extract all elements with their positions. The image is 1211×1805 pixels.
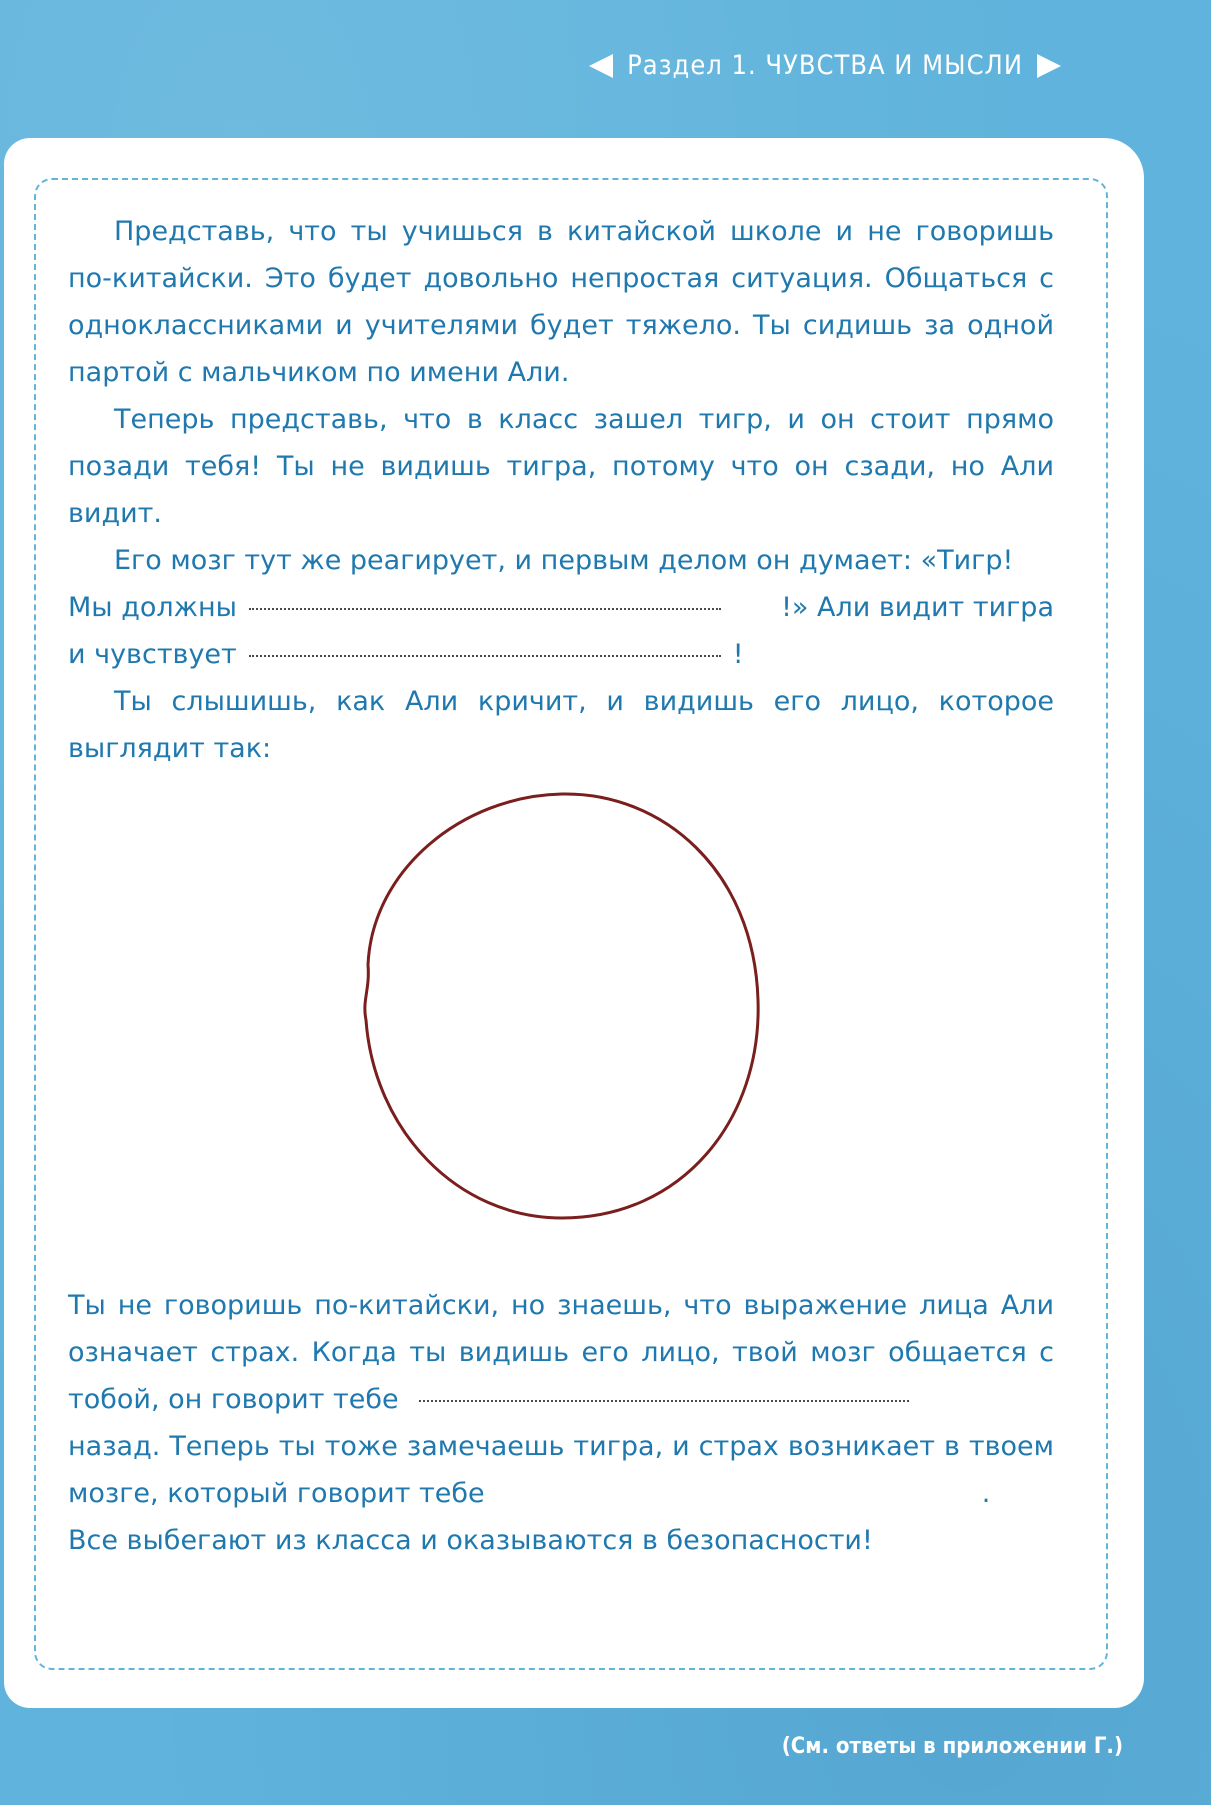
paragraph-1: Представь, что ты учишься в китайской школе и не говоришь по-китайски. Это будет довольно непростая ситуация. Общаться с одноклассниками и учителями будет тяжело. Ты сидишь за одной партой с мальчиком по имени Али. [68, 216, 1054, 388]
fill-line-1-end: !» Али видит тигра [781, 592, 1054, 623]
paragraph-2: Теперь представь, что в класс зашел тигр, и он стоит прямо позади тебя! Ты не видишь тигра, потому что он сзади, но Али видит. [68, 404, 1054, 529]
answers-footnote: (См. ответы в приложении Г.) [781, 1734, 1123, 1759]
answer-blank-2[interactable] [249, 655, 721, 657]
paragraph-5b-end: . [981, 1478, 991, 1509]
upper-text [68, 208, 1054, 772]
section-header [589, 50, 1061, 81]
arrow-right-icon [1037, 54, 1061, 78]
paragraph-5a: Ты не говоришь по-китайски, но знаешь, что выражение лица Али означает страх. Когда ты видишь его лицо, твой мозг общается с тобой, он говорит тебе [68, 1290, 1054, 1415]
fill-line-2-end: ! [732, 639, 744, 670]
answer-blank-1[interactable] [249, 608, 721, 610]
fill-line-3 [68, 1282, 1054, 1423]
fill-line-2 [68, 631, 1054, 678]
fill-line-1-start: Мы должны [68, 592, 237, 623]
paragraph-3: Его мозг тут же реагирует, и первым делом он думает: «Тигр! [114, 545, 1014, 576]
arrow-left-icon [589, 54, 613, 78]
face-outline [365, 794, 758, 1218]
answer-blank-3[interactable] [419, 1400, 909, 1402]
section-title: Раздел 1. ЧУВСТВА И МЫСЛИ [627, 50, 1023, 81]
lower-text [68, 1282, 1054, 1564]
fill-line-2-start: и чувствует [68, 639, 237, 670]
paragraph-5b: назад. Теперь ты тоже замечаешь тигра, и страх возникает в твоем мозге, который говорит тебе [68, 1431, 1054, 1509]
paragraph-5c: Все выбегают из класса и оказываются в безопасности! [68, 1525, 873, 1556]
fill-line-1 [68, 584, 1054, 631]
paragraph-4: Ты слышишь, как Али кричит, и видишь его лицо, которое выглядит так: [68, 686, 1054, 764]
fill-line-4 [68, 1423, 1054, 1517]
face-drawing-circle[interactable] [362, 790, 762, 1222]
